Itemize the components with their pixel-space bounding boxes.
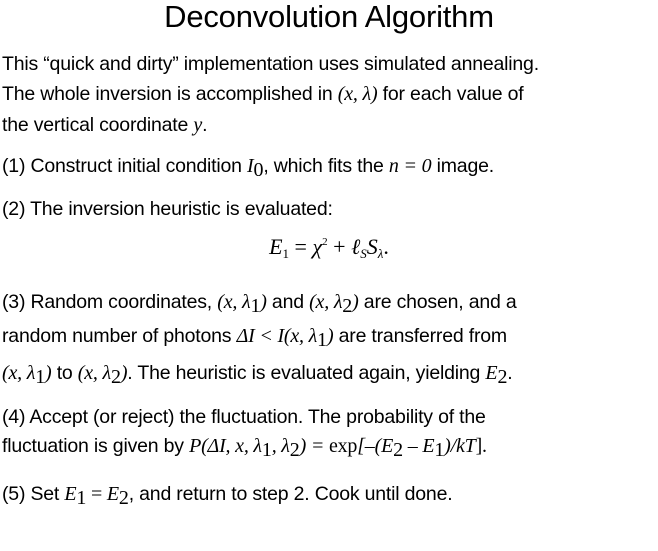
step-3-coord-2-sub: 2 — [342, 295, 353, 317]
step-3-from-close: ) — [45, 362, 52, 384]
eq-lhs: E — [269, 234, 283, 259]
step-3-dest: (x, λ — [77, 362, 111, 384]
eq-plus: + — [327, 234, 352, 259]
step-3-delta-close: ) — [326, 325, 334, 347]
step-3-dest-sub: 2 — [111, 366, 121, 388]
step-4-line-1 — [2, 402, 656, 432]
step-3-e-sub: 2 — [497, 366, 508, 388]
step-4-e1-sub: 1 — [434, 439, 445, 461]
step-1-text-b: , which fits the — [263, 155, 389, 177]
step-3-from: (x, λ — [2, 362, 36, 384]
step-3-line-1 — [2, 287, 656, 317]
eq-chi: χ — [312, 234, 323, 259]
step-1-text-a: (1) Construct initial condition — [2, 155, 248, 177]
step-3-delta: ΔI < I(x, λ — [236, 325, 318, 347]
heuristic-equation — [0, 230, 658, 264]
step-5-e2: E — [106, 483, 119, 505]
eq-s: S — [366, 234, 378, 259]
step-3-text-b: are chosen, and a — [358, 291, 517, 313]
step-3-text-e: . The heuristic is evaluated again, yielding — [127, 362, 486, 384]
step-4-p-sub-2: 2 — [289, 439, 300, 461]
intro-math-y: y — [193, 114, 203, 136]
intro-math-coord: (x, λ) — [337, 83, 378, 105]
step-4-e2-sub: 2 — [393, 439, 403, 461]
intro-text-3a: the vertical coordinate — [2, 114, 194, 136]
eq-ell: ℓ — [351, 234, 361, 259]
step-4-e1: E — [422, 435, 435, 457]
eq-period: . — [383, 234, 389, 259]
step-5 — [2, 479, 656, 509]
eq-s-sub: λ — [377, 246, 384, 261]
intro-text-3b: . — [202, 114, 208, 136]
step-5-e1: E — [64, 483, 77, 505]
step-1-sub-0: 0 — [253, 159, 264, 181]
eq-ell-sub: S — [360, 246, 367, 261]
step-5-eq: = — [86, 483, 107, 505]
step-5-e2-sub: 2 — [118, 487, 129, 509]
step-4-p-open: P(ΔI, x, λ — [189, 435, 262, 457]
intro-line-1 — [2, 49, 656, 79]
step-1 — [2, 151, 656, 181]
step-3-dest-close: ) — [120, 362, 128, 384]
eq-chi-sup: 2 — [322, 236, 328, 248]
step-3-and: and — [266, 291, 310, 313]
step-5-e1-sub: 1 — [76, 487, 87, 509]
step-4-text-b: fluctuation is given by — [2, 435, 190, 457]
step-4-exp: exp — [328, 435, 358, 457]
step-3-end: . — [507, 362, 513, 384]
step-4-bracket-open: [–( — [357, 435, 382, 457]
step-5-text-a: (5) Set — [2, 483, 65, 505]
step-4-bracket-close: ]. — [475, 435, 487, 457]
intro-text-1: This “quick and dirty” implementation uses simulated annealing. — [2, 53, 539, 75]
step-5-text-b: , and return to step 2. Cook until done. — [128, 483, 453, 505]
step-4-line-2 — [2, 431, 656, 461]
step-4-e2: E — [381, 435, 394, 457]
step-3-from-sub: 1 — [35, 366, 46, 388]
step-3-e: E — [485, 362, 498, 384]
step-4-kt: )/kT — [444, 435, 476, 457]
step-3-text-c: random number of photons — [2, 325, 237, 347]
step-1-text-c: image. — [431, 155, 494, 177]
eq-equals: = — [289, 234, 313, 259]
step-4-p-sub-1: 1 — [261, 439, 272, 461]
intro-line-3 — [2, 110, 656, 140]
intro-text-2b: for each value of — [377, 83, 524, 105]
intro-line-2 — [2, 79, 656, 109]
step-1-cond: n = 0 — [388, 155, 432, 177]
step-3-delta-sub: 1 — [317, 329, 327, 351]
step-3-coord-1-close: ) — [260, 291, 267, 313]
step-3-coord-1: (x, λ — [217, 291, 251, 313]
slide-title: Deconvolution Algorithm — [164, 0, 494, 34]
step-4-p-comma: , λ — [271, 435, 290, 457]
step-1-var-i: I — [247, 155, 254, 177]
eq-lhs-sub: 1 — [282, 246, 290, 261]
intro-text-2a: The whole inversion is accomplished in — [2, 83, 338, 105]
step-3-to: to — [51, 362, 78, 384]
step-4-p-close: ) = — [299, 435, 329, 457]
step-2-text: (2) The inversion heuristic is evaluated: — [2, 198, 333, 220]
step-3-coord-2-close: ) — [352, 291, 359, 313]
step-2 — [2, 194, 656, 224]
step-3-line-3 — [2, 358, 656, 388]
step-3-line-2 — [2, 321, 656, 351]
step-3-text-a: (3) Random coordinates, — [2, 291, 218, 313]
step-3-coord-1-sub: 1 — [250, 295, 261, 317]
step-3-text-d: are transferred from — [333, 325, 507, 347]
step-4-text-a: (4) Accept (or reject) the fluctuation. The probability of the — [2, 406, 486, 428]
step-3-coord-2: (x, λ — [309, 291, 343, 313]
step-4-minus: – — [402, 435, 423, 457]
